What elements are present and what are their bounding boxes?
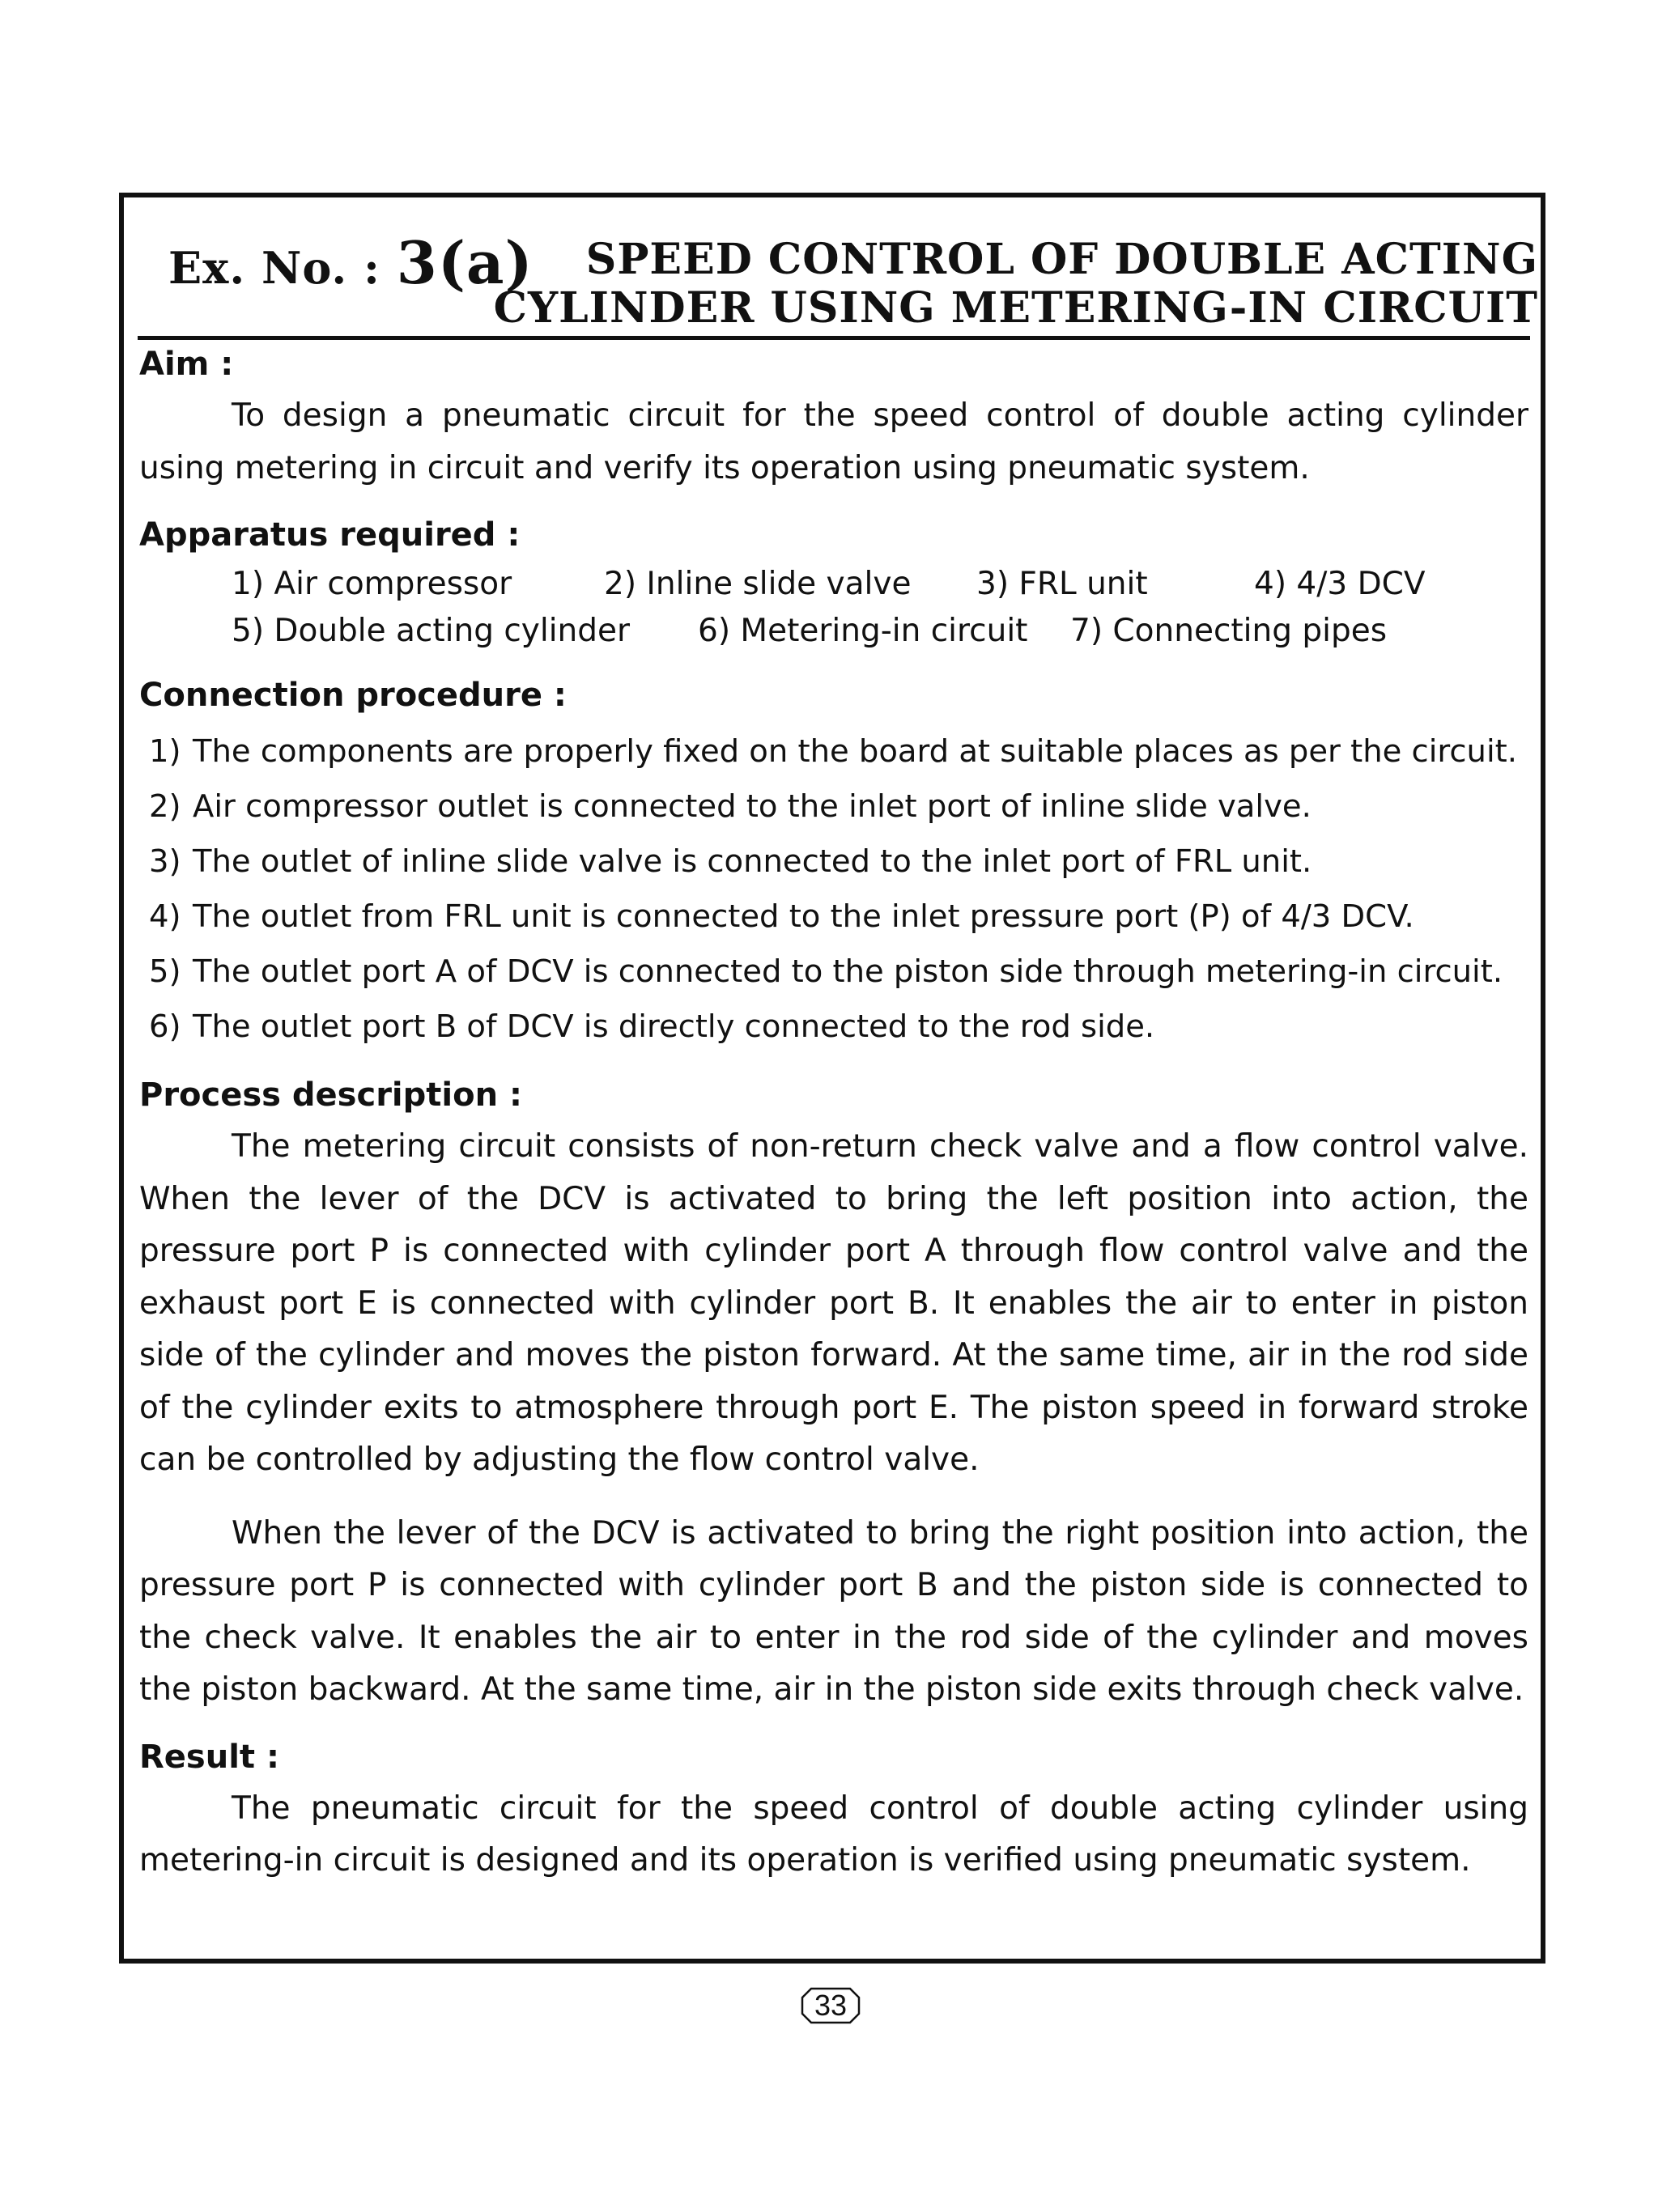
list-item (139, 779, 1528, 834)
connection-section (139, 669, 1528, 1055)
step-text: The outlet of inline slide valve is connected to the inlet port of FRL unit. (193, 843, 1312, 880)
step-text: The components are properly fixed on the board at suitable places as per the circuit. (193, 733, 1517, 770)
aim-text: To design a pneumatic circuit for the speed control of double acting cylinder using metering in circuit and verify its operation using pneumatic system. (139, 397, 1528, 486)
connection-steps (139, 724, 1528, 1055)
apparatus-row-2 (139, 608, 1528, 655)
result-text: The pneumatic circuit for the speed control of double acting cylinder using metering-in circuit is designed and its operation is verified using pneumatic system. (139, 1790, 1528, 1879)
page-number-text: 33 (814, 1989, 848, 2022)
apparatus-item: 1) Air compressor (232, 566, 512, 602)
exercise-id: 3(a) (396, 228, 534, 297)
title-block (162, 217, 1538, 346)
step-number: 3) (149, 843, 181, 880)
aim-heading: Aim : (139, 346, 234, 383)
apparatus-item: 4) 4/3 DCV (1254, 566, 1426, 602)
step-number: 4) (149, 898, 181, 935)
result-section (139, 1731, 1528, 1887)
step-text: The outlet from FRL unit is connected to the inlet pressure port (P) of 4/3 DCV. (193, 898, 1414, 935)
step-number: 6) (149, 1008, 181, 1045)
page-title-line-1: SPEED CONTROL OF DOUBLE ACTING (585, 235, 1538, 284)
apparatus-item: 5) Double acting cylinder (232, 613, 631, 649)
apparatus-item: 7) Connecting pipes (1070, 613, 1388, 649)
process-paragraph-2: When the lever of the DCV is activated to bring the right position into action, the pressure port P is connected with cylinder port B and the piston side is connected to the check valve. It enables the air to enter in the rod side of the cylinder and moves the piston backward. At the same time, air in the piston side exits through check valve. (139, 1514, 1528, 1708)
page-title-line-2: CYLINDER USING METERING-IN CIRCUIT (493, 283, 1538, 333)
document-body (139, 338, 1528, 1887)
process-heading: Process description : (139, 1076, 522, 1114)
exercise-number (168, 228, 534, 297)
apparatus-section (139, 509, 1528, 655)
list-item (139, 834, 1528, 889)
step-number: 5) (149, 953, 181, 990)
apparatus-item: 2) Inline slide valve (604, 566, 912, 602)
apparatus-row-1 (139, 561, 1528, 608)
step-text: Air compressor outlet is connected to the inlet port of inline slide valve. (193, 788, 1312, 825)
connection-heading: Connection procedure : (139, 677, 567, 714)
page-number (800, 1986, 861, 2025)
result-heading: Result : (139, 1738, 279, 1776)
step-text: The outlet port A of DCV is connected to the piston side through metering-in circuit. (193, 953, 1503, 990)
apparatus-item: 6) Metering-in circuit (698, 613, 1028, 649)
step-number: 2) (149, 788, 181, 825)
list-item (139, 724, 1528, 779)
process-paragraph-1: The metering circuit consists of non-return check valve and a flow control valve. When the lever of the DCV is activated to bring the left position into action, the pressure port P is connected with cylinder port A through flow control valve and the exhaust port E is connected with cylinder port B. It enables the air to enter in piston side of the cylinder and moves the piston forward. At the same time, air in the rod side of the cylinder exits to atmosphere through port E. The piston speed in forward stroke can be controlled by adjusting the flow control valve. (139, 1128, 1528, 1478)
step-text: The outlet port B of DCV is directly connected to the rod side. (193, 1008, 1155, 1045)
list-item (139, 945, 1528, 1000)
process-section (139, 1069, 1528, 1717)
apparatus-item: 3) FRL unit (976, 566, 1148, 602)
step-number: 1) (149, 733, 181, 770)
list-item (139, 889, 1528, 945)
exercise-label: Ex. No. : (168, 242, 380, 294)
apparatus-heading: Apparatus required : (139, 516, 521, 554)
aim-section (139, 338, 1528, 495)
list-item (139, 1000, 1528, 1055)
